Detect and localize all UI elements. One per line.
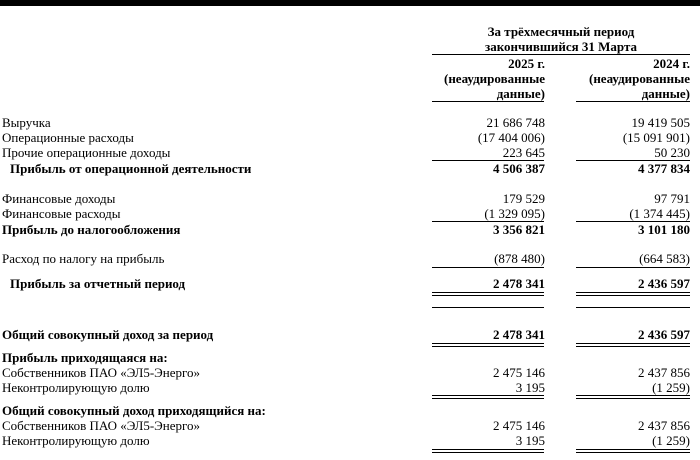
net-profit-double-rule-a-2024 — [576, 292, 690, 293]
other-income-label: Прочие операционные доходы — [2, 145, 171, 160]
attr-ci-owners-label: Собственников ПАО «ЭЛ5-Энерго» — [2, 418, 200, 433]
col-2025-note1: (неаудированные — [443, 71, 545, 86]
pretax-2024: 3 101 180 — [638, 222, 690, 237]
col-2025-year: 2025 г. — [508, 56, 545, 71]
total-ci-2025: 2 478 341 — [493, 327, 545, 342]
net-profit-2024: 2 436 597 — [638, 276, 690, 291]
net-profit-2025: 2 478 341 — [493, 276, 545, 291]
other-income-2024: 50 230 — [654, 145, 690, 160]
revenue-2025: 21 686 748 — [486, 115, 545, 130]
revenue-label: Выручка — [2, 115, 51, 130]
fin-expense-2025: (1 329 095) — [484, 206, 545, 221]
fin-income-2024: 97 791 — [654, 191, 690, 206]
total-ci-double-rule-b-2025 — [432, 346, 544, 347]
attr-profit-owners-2024: 2 437 856 — [638, 365, 690, 380]
attr-profit-nci-label: Неконтролирующую долю — [2, 380, 150, 395]
other-income-2025: 223 645 — [502, 145, 545, 160]
total-ci-top-rule-2025 — [432, 307, 544, 308]
tax-2024: (664 583) — [639, 251, 690, 266]
period-header-line2: закончившийся 31 Марта — [484, 39, 637, 54]
total-ci-double-rule-a-2025 — [432, 343, 544, 344]
col-2025-note2: данные) — [496, 86, 545, 101]
col-2024-header-underline — [576, 101, 690, 102]
attr-ci-double-rule-b-2025 — [432, 452, 544, 453]
attr-profit-double-rule-a-2024 — [576, 395, 690, 396]
attr-ci-double-rule-a-2024 — [576, 449, 690, 450]
fin-income-2025: 179 529 — [502, 191, 545, 206]
attr-profit-owners-2025: 2 475 146 — [493, 365, 545, 380]
fin-expense-label: Финансовые расходы — [2, 206, 121, 221]
op-profit-2024: 4 377 834 — [638, 161, 690, 176]
header-rule — [432, 54, 690, 55]
pretax-2025: 3 356 821 — [493, 222, 545, 237]
attr-profit-double-rule-a-2025 — [432, 395, 544, 396]
total-ci-double-rule-a-2024 — [576, 343, 690, 344]
col-2024-note1: (неаудированные — [588, 71, 690, 86]
fin-income-label: Финансовые доходы — [2, 191, 116, 206]
opex-2025: (17 404 006) — [477, 130, 545, 145]
attr-ci-nci-2025: 3 195 — [515, 433, 545, 448]
attr-ci-owners-2024: 2 437 856 — [638, 418, 690, 433]
net-profit-double-rule-b-2025 — [432, 295, 544, 296]
total-ci-2024: 2 436 597 — [638, 327, 690, 342]
net-profit-label: Прибыль за отчетный период — [10, 276, 186, 291]
pretax-label: Прибыль до налогообложения — [2, 222, 181, 237]
net-profit-rule-2024 — [576, 267, 690, 268]
attr-ci-owners-2025: 2 475 146 — [493, 418, 545, 433]
opex-label: Операционные расходы — [2, 130, 134, 145]
attr-profit-double-rule-b-2024 — [576, 398, 690, 399]
revenue-2024: 19 419 505 — [631, 115, 690, 130]
attr-profit-double-rule-b-2025 — [432, 398, 544, 399]
top-border — [0, 0, 700, 6]
attr-ci-nci-2024: (1 259) — [652, 433, 690, 448]
attr-ci-double-rule-b-2024 — [576, 452, 690, 453]
col-2024-note2: данные) — [641, 86, 690, 101]
attr-ci-heading: Общий совокупный доход приходящийся на: — [2, 403, 266, 418]
opex-2024: (15 091 901) — [622, 130, 690, 145]
total-ci-top-rule-2024 — [576, 307, 690, 308]
attr-ci-double-rule-a-2025 — [432, 449, 544, 450]
tax-label: Расход по налогу на прибыль — [2, 251, 165, 266]
net-profit-rule-2025 — [432, 267, 544, 268]
fin-expense-2024: (1 374 445) — [629, 206, 690, 221]
attr-profit-heading: Прибыль приходящаяся на: — [2, 350, 168, 365]
op-profit-label: Прибыль от операционной деятельности — [10, 161, 252, 176]
total-ci-label: Общий совокупный доход за период — [2, 327, 214, 342]
period-header-line1: За трёхмесячный период — [487, 24, 635, 39]
attr-profit-nci-2025: 3 195 — [515, 380, 545, 395]
tax-2025: (878 480) — [494, 251, 545, 266]
attr-profit-owners-label: Собственников ПАО «ЭЛ5-Энерго» — [2, 365, 200, 380]
net-profit-double-rule-b-2024 — [576, 295, 690, 296]
total-ci-double-rule-b-2024 — [576, 346, 690, 347]
op-profit-2025: 4 506 387 — [493, 161, 545, 176]
attr-profit-nci-2024: (1 259) — [652, 380, 690, 395]
col-2024-year: 2024 г. — [653, 56, 690, 71]
attr-ci-nci-label: Неконтролирующую долю — [2, 433, 150, 448]
col-2025-header-underline — [432, 101, 544, 102]
net-profit-double-rule-a-2025 — [432, 292, 544, 293]
